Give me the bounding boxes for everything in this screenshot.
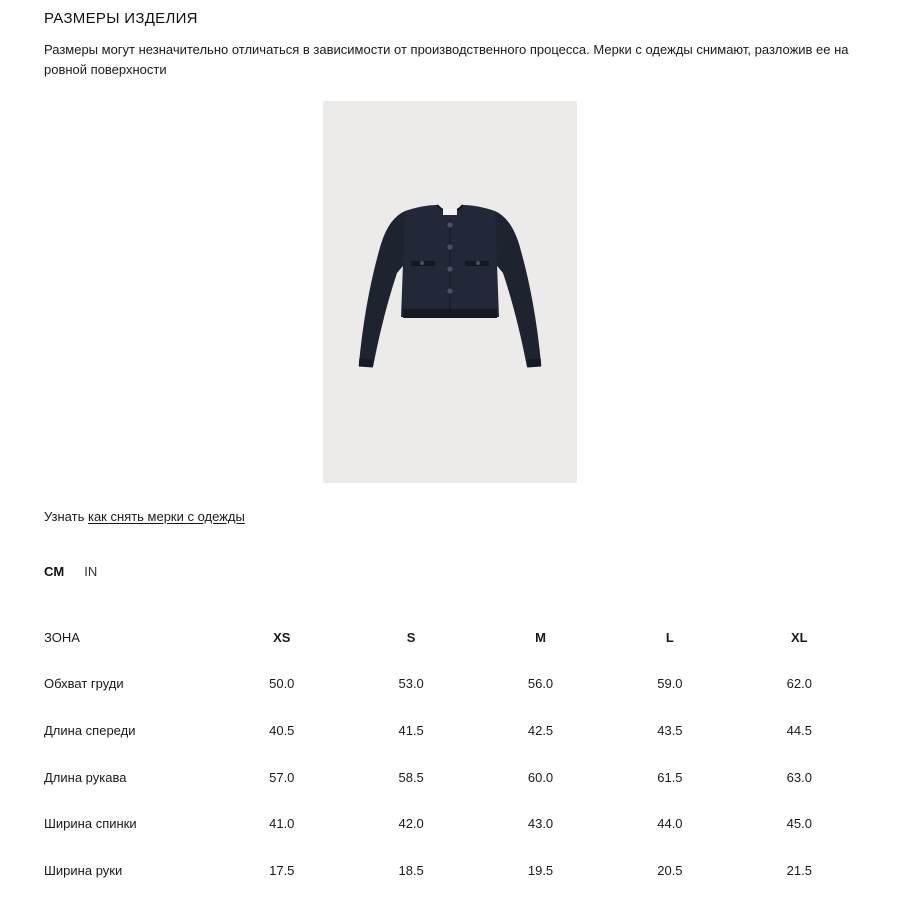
unit-in-button[interactable]: IN	[84, 564, 98, 579]
table-cell: 43.5	[657, 722, 683, 738]
table-cell: 20.5	[657, 862, 683, 878]
zone-header: ЗОНА	[44, 629, 80, 645]
table-cell: 44.0	[657, 816, 683, 832]
size-description: Размеры могут незначительно отличаться в зависимости от производственного процесса. Мерки с одежды снимают, разложив ее на ровной поверхности	[44, 42, 849, 77]
table-cell: 19.5	[527, 862, 554, 878]
zone-label: Длина рукава	[44, 769, 127, 785]
table-cell: 56.0	[527, 676, 554, 692]
table-cell: 40.5	[269, 722, 295, 738]
table-row	[44, 847, 864, 894]
table-cell: 17.5	[269, 862, 295, 878]
measure-guide-prefix: Узнать	[44, 509, 85, 524]
measure-guide-link[interactable]: как снять мерки с одежды	[87, 509, 245, 524]
size-header-xs: XS	[273, 629, 291, 645]
cropped-jacket-icon	[323, 101, 577, 483]
table-row	[44, 754, 864, 801]
unit-cm-button[interactable]: CM	[44, 564, 65, 579]
table-cell: 41.5	[398, 722, 424, 738]
table-row	[44, 707, 864, 754]
table-cell: 41.0	[269, 816, 295, 832]
measure-guide-line	[44, 508, 245, 526]
table-cell: 63.0	[786, 769, 812, 785]
table-cell: 18.5	[398, 862, 424, 878]
table-cell: 58.5	[398, 769, 424, 785]
table-cell: 53.0	[398, 676, 424, 692]
unit-toggle	[44, 563, 97, 581]
zone-label: Ширина руки	[44, 862, 123, 878]
table-cell: 50.0	[269, 676, 295, 692]
table-cell: 59.0	[657, 676, 683, 692]
size-table	[44, 614, 864, 894]
table-cell: 42.0	[398, 816, 424, 832]
table-cell: 60.0	[527, 769, 554, 785]
size-header-s: S	[406, 629, 416, 645]
page-title: РАЗМЕРЫ ИЗДЕЛИЯ	[44, 10, 198, 27]
zone-label: Длина спереди	[44, 722, 136, 738]
table-cell: 44.5	[786, 722, 812, 738]
table-cell: 42.5	[527, 722, 554, 738]
product-image	[323, 101, 577, 483]
table-cell: 57.0	[269, 769, 295, 785]
table-header-row	[44, 614, 864, 661]
table-cell: 45.0	[786, 816, 812, 832]
zone-label: Ширина спинки	[44, 816, 137, 832]
table-row	[44, 800, 864, 847]
table-cell: 62.0	[786, 676, 812, 692]
zone-label: Обхват груди	[44, 676, 124, 692]
table-cell: 43.0	[527, 816, 554, 832]
size-header-xl: XL	[790, 629, 808, 645]
table-row	[44, 661, 864, 708]
size-header-l: L	[665, 629, 674, 645]
table-cell: 21.5	[786, 862, 812, 878]
table-cell: 61.5	[657, 769, 683, 785]
size-header-m: M	[535, 629, 546, 645]
